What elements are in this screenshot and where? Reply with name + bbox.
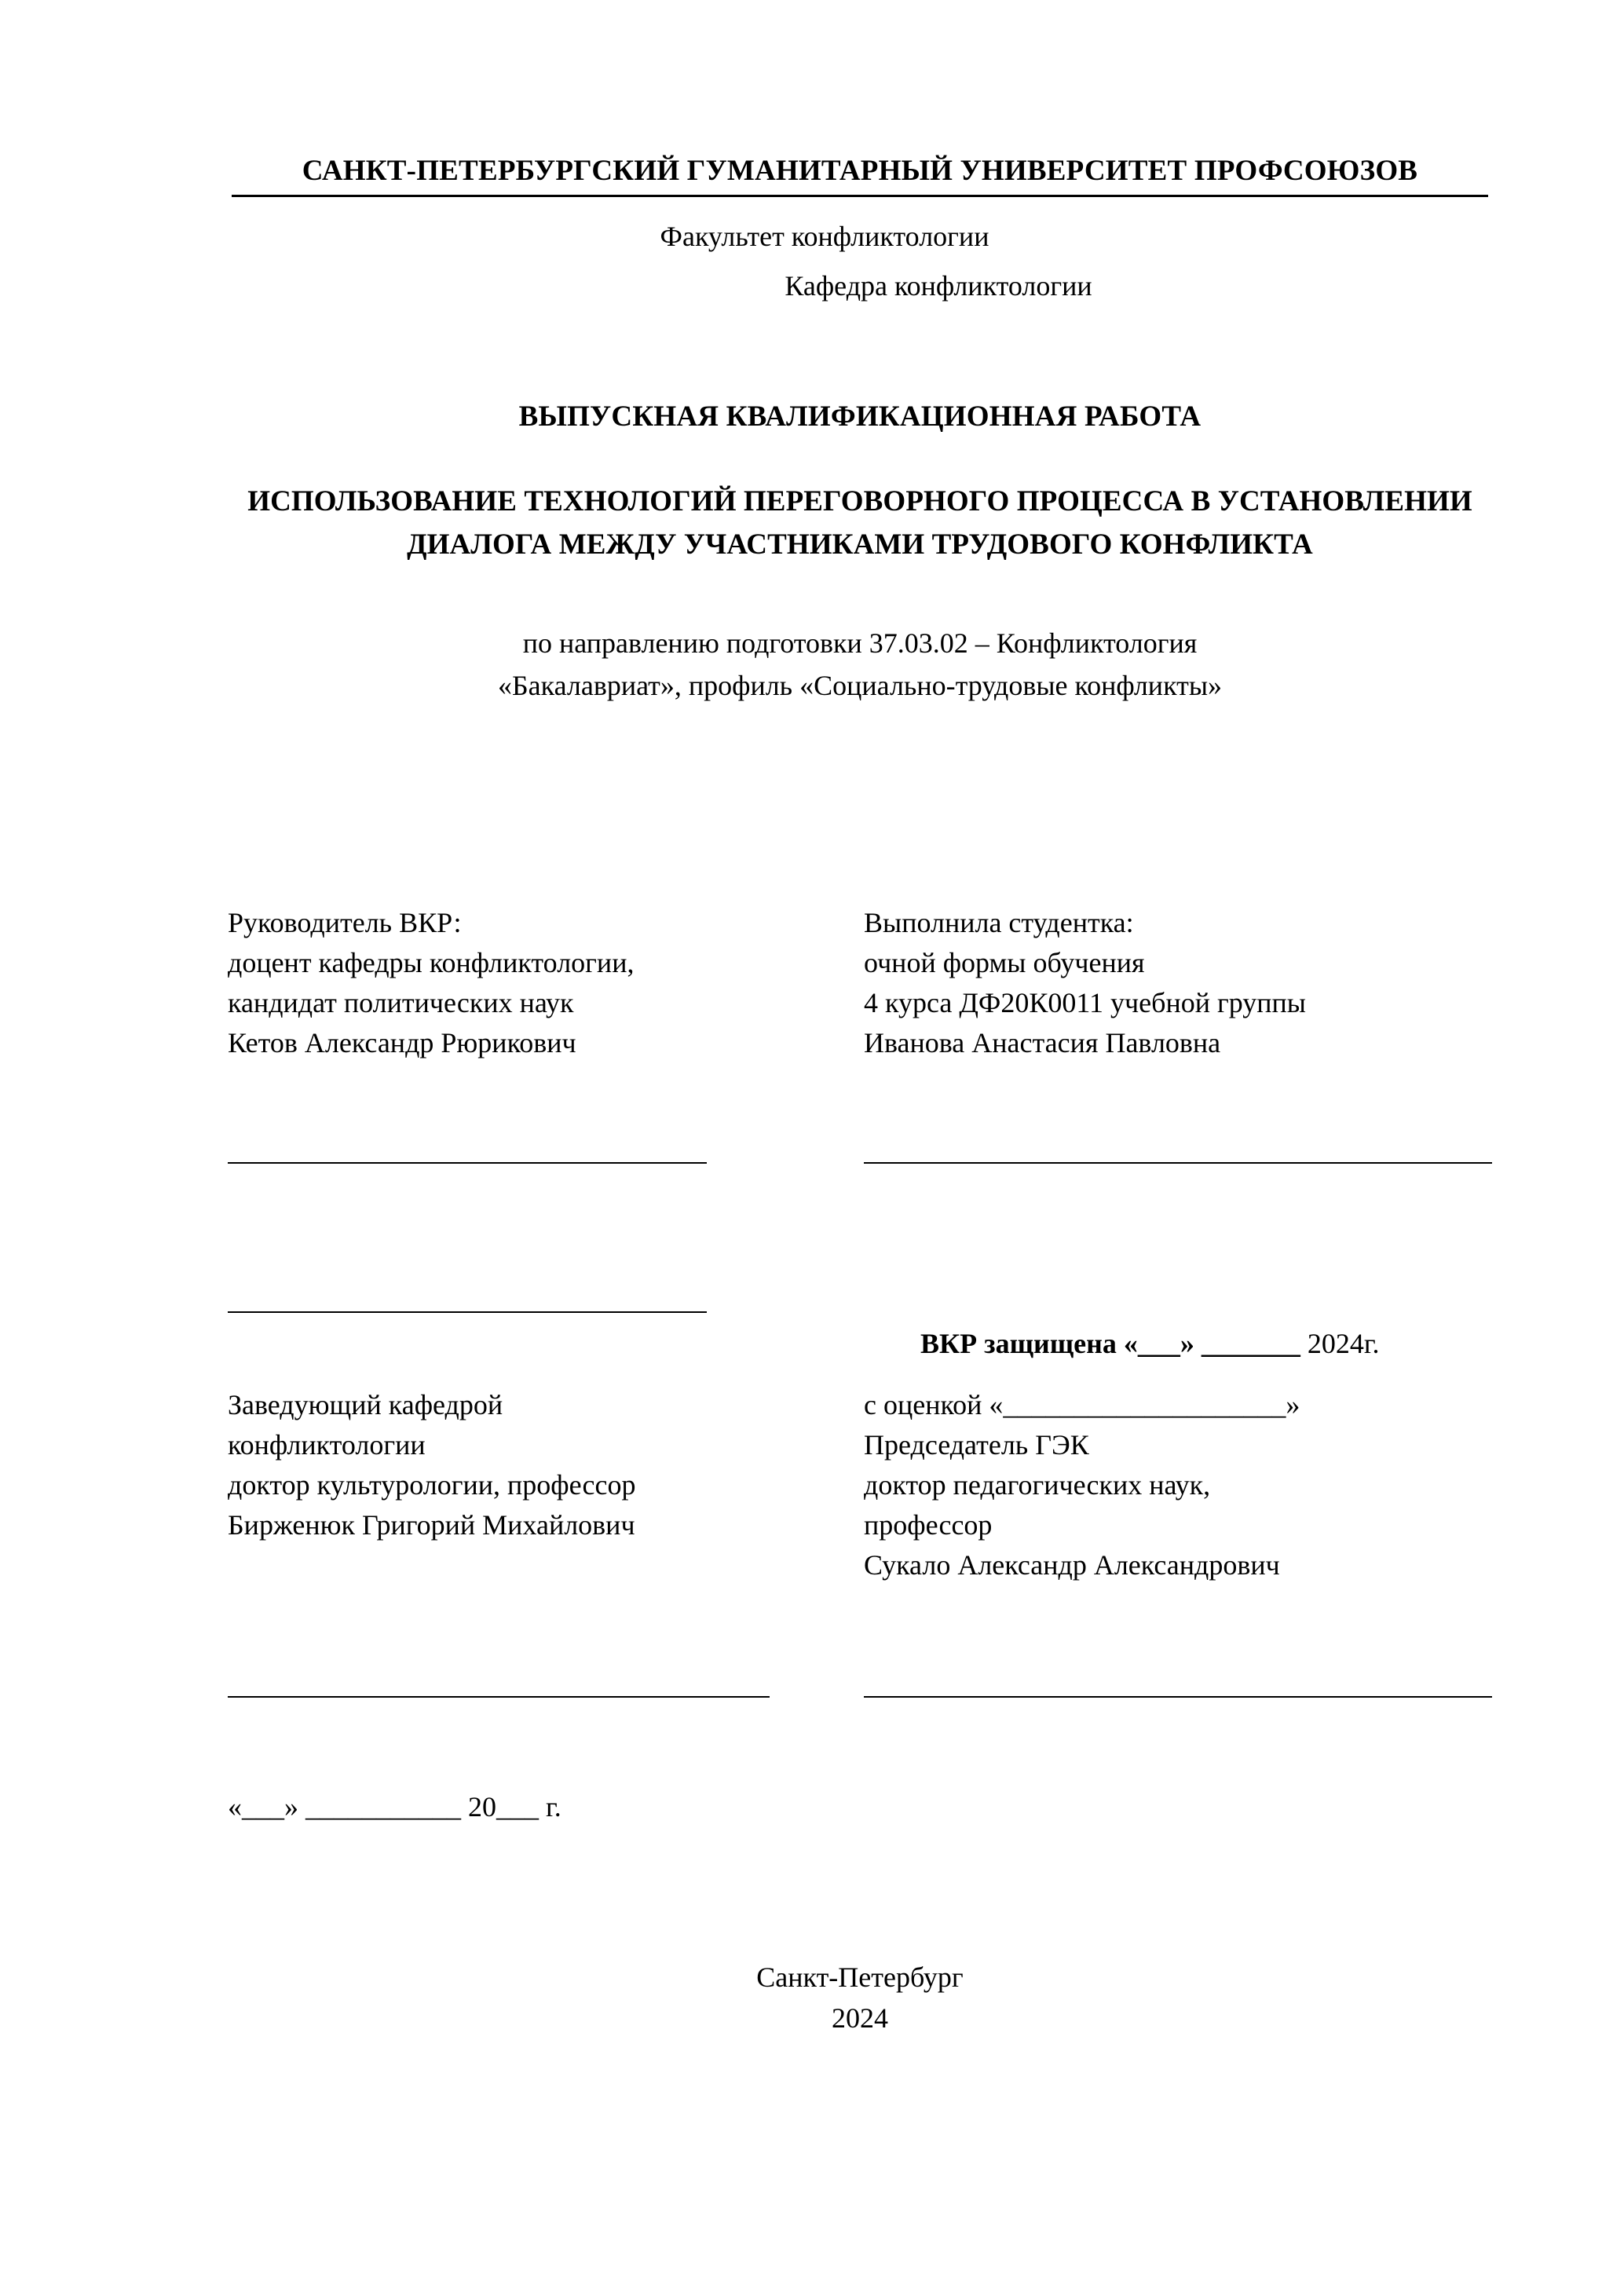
thesis-title: ИСПОЛЬЗОВАНИЕ ТЕХНОЛОГИЙ ПЕРЕГОВОРНОГО ПРОЦЕССА В УСТАНОВЛЕНИИ ДИАЛОГА МЕЖДУ УЧАСТНИКАМИ ТРУДОВОГО КОНФЛИКТА	[247, 485, 1472, 561]
student-signature-line	[864, 1162, 1492, 1164]
student-role-label: Выполнила студентка:	[864, 906, 1134, 938]
program-info	[228, 622, 1492, 707]
defense-statement	[864, 1294, 1380, 1393]
head-final-signature-line	[228, 1696, 770, 1698]
defense-bold-text: ВКР защищена «___» _______	[920, 1327, 1308, 1359]
signature-rules-row-3	[228, 1696, 1492, 1743]
defense-year: 2024г.	[1307, 1327, 1380, 1359]
head-of-department-block	[228, 1385, 825, 1545]
grade-line: с оценкой «____________________»	[864, 1388, 1300, 1420]
head-signature-line	[228, 1311, 707, 1313]
supervisor-line-2: кандидат политических наук	[228, 987, 574, 1019]
chair-line-1: Председатель ГЭК	[864, 1429, 1089, 1461]
student-block	[864, 903, 1492, 1063]
supervisor-role-label: Руководитель ВКР:	[228, 906, 462, 938]
program-profile: «Бакалавриат», профиль «Социально-трудовые конфликты»	[497, 669, 1223, 701]
year: 2024	[832, 2002, 888, 2035]
people-block	[228, 903, 1492, 1099]
head-name: Бирженюк Григорий Михайлович	[228, 1509, 635, 1541]
faculty-name: Факультет конфликтологии	[660, 221, 989, 253]
page-content	[228, 154, 1492, 2038]
date-line: «___» ___________ 20___ г.	[228, 1790, 561, 1823]
supervisor-line-1: доцент кафедры конфликтологии,	[228, 947, 635, 978]
chair-signature-line	[864, 1696, 1492, 1698]
chair-name: Сукало Александр Александрович	[864, 1549, 1280, 1581]
supervisor-block	[228, 903, 825, 1063]
signature-rules-row-1	[228, 1162, 1492, 1209]
head-line-2: конфликтологии	[228, 1429, 426, 1461]
student-name: Иванова Анастасия Павловна	[864, 1027, 1221, 1059]
signature-rules-row-2	[228, 1311, 1492, 1358]
student-line-2: 4 курса ДФ20К0011 учебной группы	[864, 987, 1306, 1019]
program-direction: по направлению подготовки 37.03.02 – Конфликтология	[522, 627, 1198, 659]
supervisor-signature-line	[228, 1162, 707, 1164]
chair-line-2: доктор педагогических наук,	[864, 1469, 1211, 1501]
university-name: САНКТ-ПЕТЕРБУРГСКИЙ ГУМАНИТАРНЫЙ УНИВЕРСИТЕТ ПРОФСОЮЗОВ	[232, 154, 1488, 197]
supervisor-name: Кетов Александр Рюрикович	[228, 1027, 576, 1059]
head-line-1: Заведующий кафедрой	[228, 1388, 503, 1420]
student-line-1: очной формы обучения	[864, 947, 1145, 978]
chair-line-3: профессор	[864, 1509, 993, 1541]
city: Санкт-Петербург	[756, 1961, 964, 1993]
department-name: Кафедра конфликтологии	[785, 270, 1092, 302]
document-type: ВЫПУСКНАЯ КВАЛИФИКАЦИОННАЯ РАБОТА	[518, 400, 1202, 433]
commission-chair-block	[864, 1385, 1492, 1586]
head-line-3: доктор культурологии, профессор	[228, 1469, 636, 1501]
